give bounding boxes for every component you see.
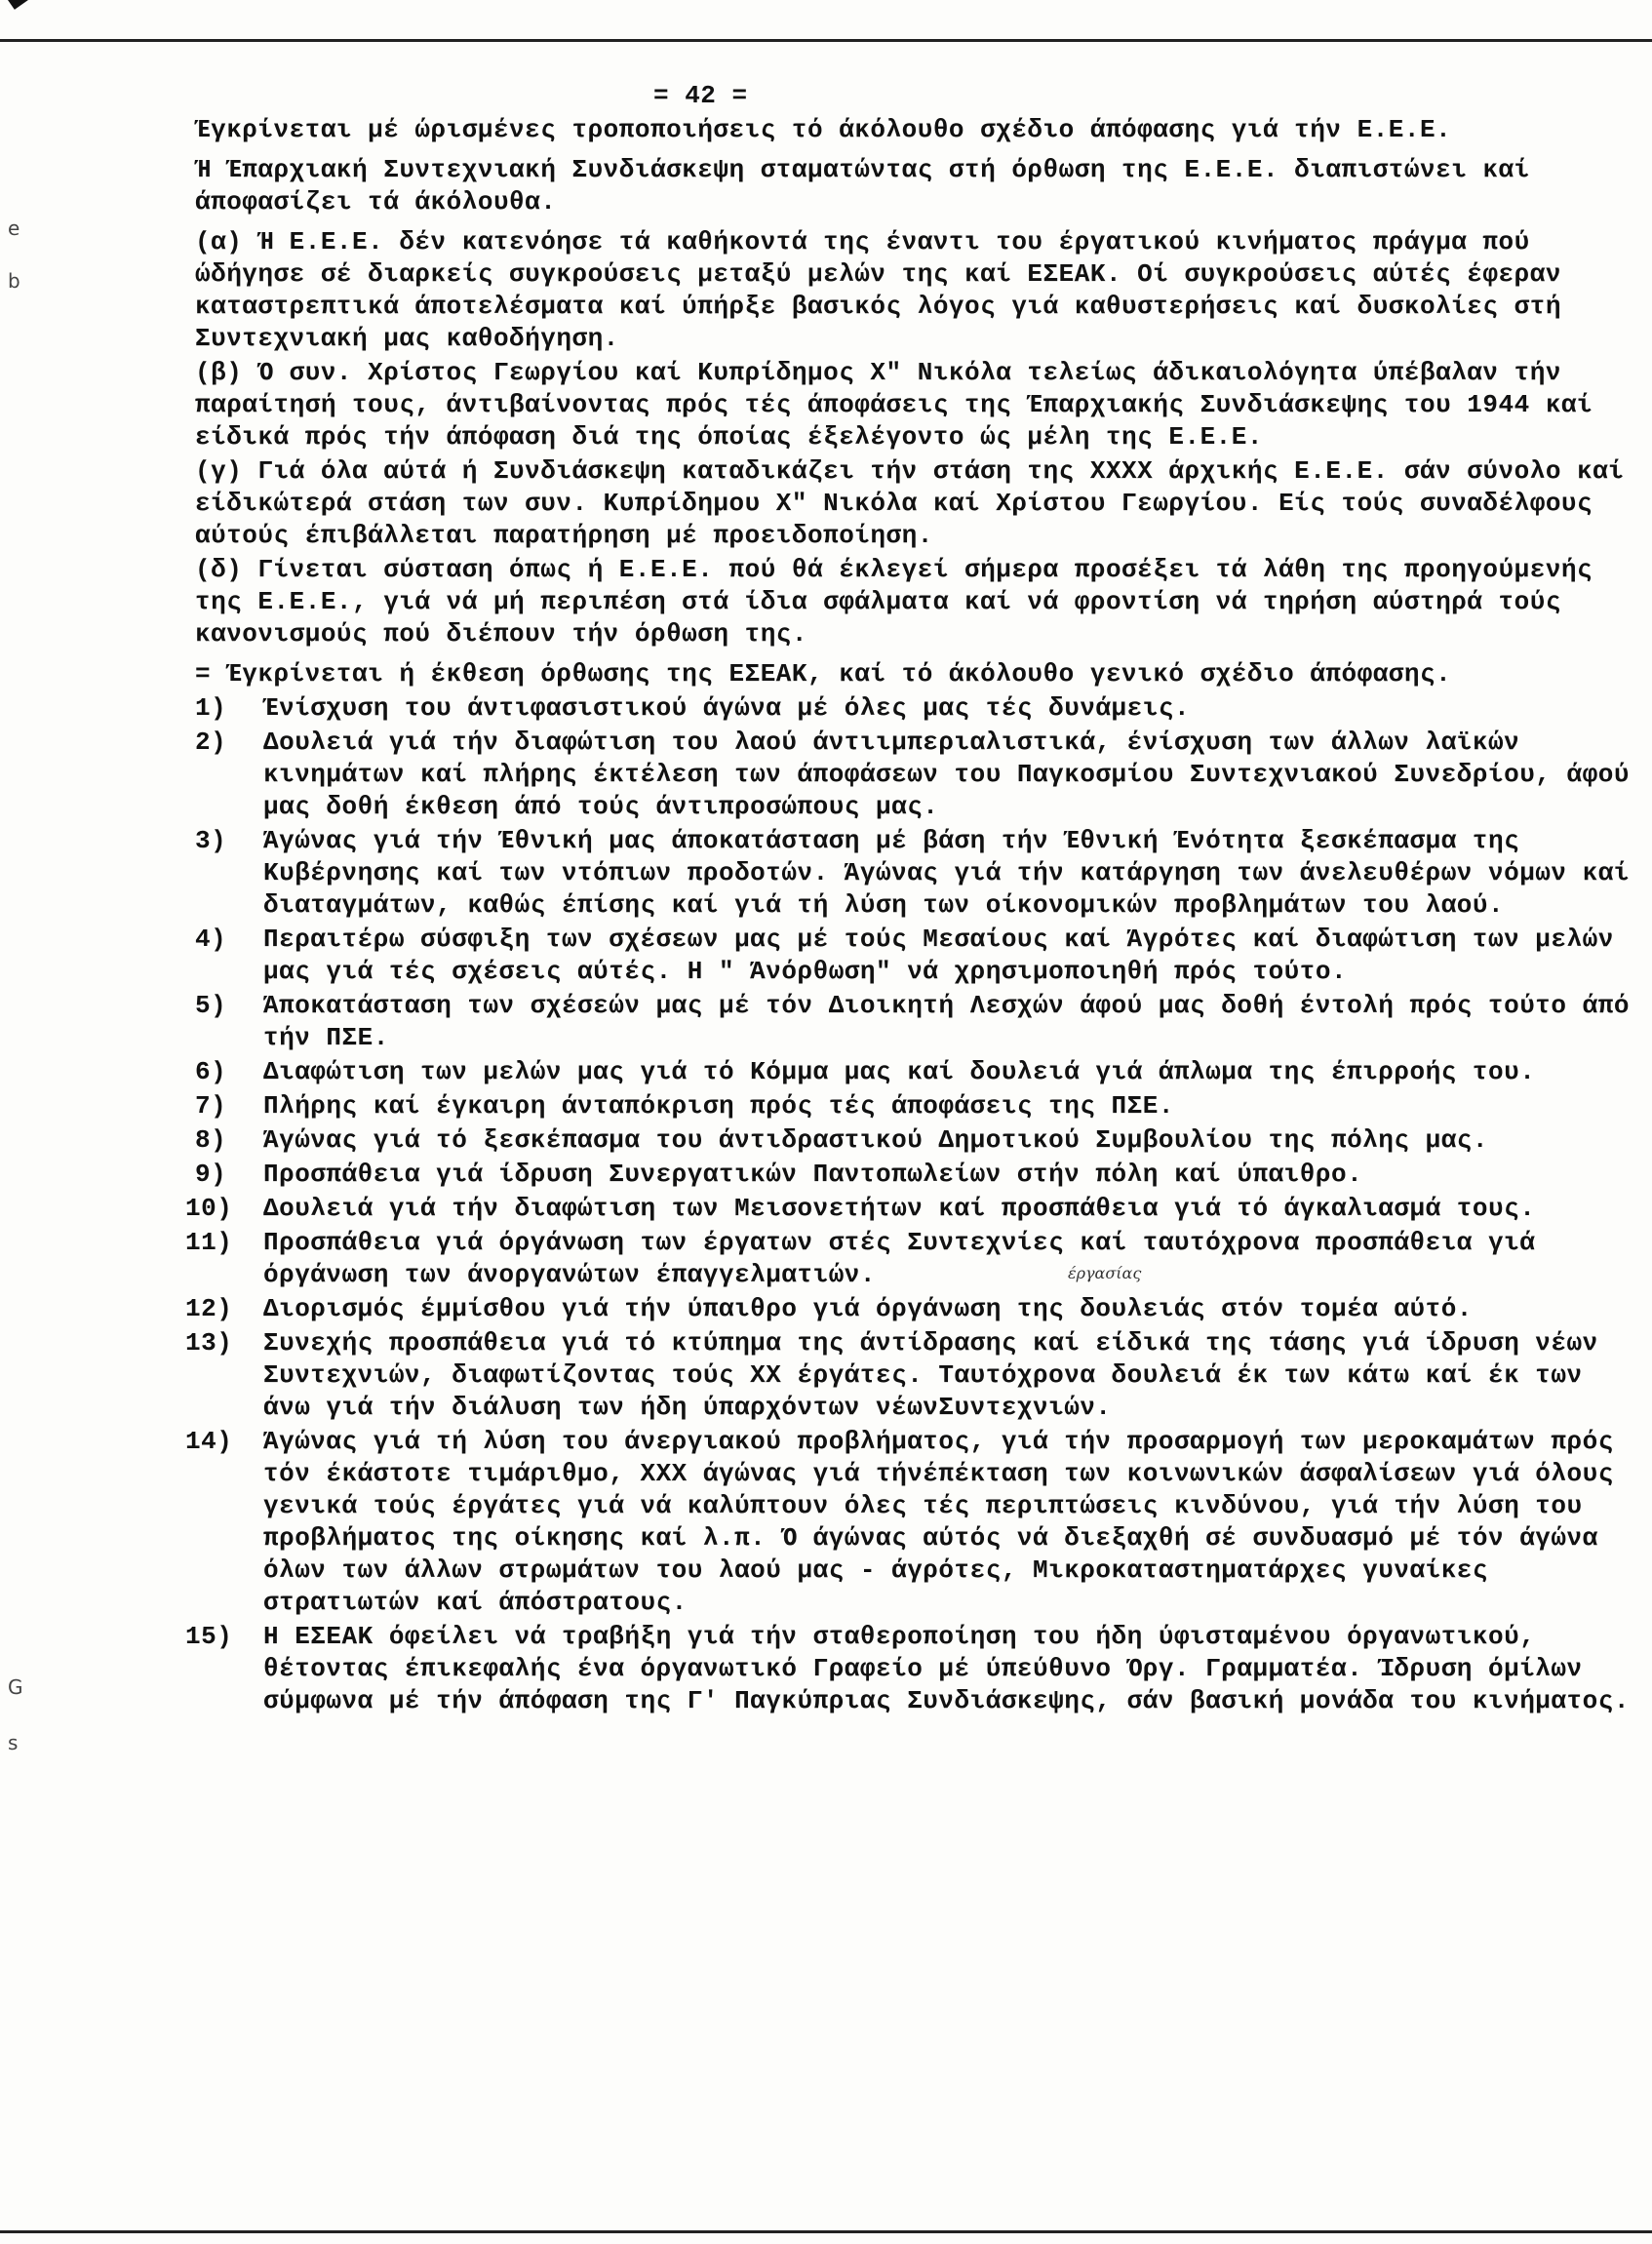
item-number: 10) <box>185 1194 233 1223</box>
approval-paragraph: = Έγκρίνεται ή έκθεση όρθωσης της ΕΣΕΑΚ, καί τό άκόλουθο γενικό σχέδιο άπόφασης. <box>195 659 1452 689</box>
list-item <box>185 1327 1638 1424</box>
item-text: Πλήρης καί έγκαιρη άνταπόκριση πρός τές άποφάσεις της ΠΣΕ. <box>263 1091 1174 1121</box>
item-number: 5) <box>195 991 227 1020</box>
item-text: Ένίσχυση του άντιφασιστικού άγώνα μέ όλες μας τές δυνάμεις. <box>263 693 1191 723</box>
list-item <box>185 1621 1638 1717</box>
item-number: 15) <box>185 1622 233 1651</box>
item-text: Περαιτέρω σύσφιξη των σχέσεων μας μέ τούς Μεσαίους καί Άγρότες καί διαφώτιση των μελών μας γιά τές σχέσεις αύτές. Η " Άνόρθωση" νά χρησιμοποιηθή πρός τούτο. <box>263 925 1630 986</box>
list-item <box>195 924 1638 988</box>
item-number: 4) <box>195 925 227 954</box>
margin-mark: b <box>8 269 20 293</box>
top-divider <box>0 39 1652 42</box>
list-item <box>195 1090 1638 1122</box>
point-b: (β) Ό συν. Χρίστος Γεωργίου καί Κυπρίδημος Χ" Νικόλα τελείως άδικαιολόγητα ύπέβαλαν τήν παραίτησή τους, άντιβαίνοντας πρός τές άποφάσεις της Έπαρχιακής Συνδιάσκεψης του 1944 καί είδικά πρός τήν άπόφαση διά της όποίας έξελέγοντο ώς μέλη της Ε.Ε.Ε. <box>195 358 1609 452</box>
item-text: Δουλειά γιά τήν διαφώτιση του λαού άντιιμπεριαλιστικά, ένίσχυση των άλλων λαϊκών κινημάτων καί πλήρης έκτέλεση των άποφάσεων του Παγκοσμίου Συντεχνιακού Συνεδρίου, άφού μας δοθή έκθεση άπό τούς άντιπροσώπους μας. <box>263 728 1646 821</box>
point-d: (δ) Γίνεται σύσταση όπως ή Ε.Ε.Ε. πού θά έκλεγεί σήμερα προσέξει τά λάθη της προηγούμενής της Ε.Ε.Ε., γιά νά μή περιπέση στά ίδια σφάλματα καί νά φροντίση νά τηρήση αύστηρά τούς κανονισμούς πού διέπουν τήν όρθωση της. <box>195 555 1609 649</box>
item-number: 14) <box>185 1427 233 1456</box>
resolution-title: Ή Έπαρχιακή Συντεχνιακή Συνδιάσκεψη σταματώντας στή όρθωση της Ε.Ε.Ε. διαπιστώνει καί άποφασίζει τά άκόλουθα. <box>195 155 1546 217</box>
item-text: Δουλειά γιά τήν διαφώτιση των Μεισονετήτων καί προσπάθεια γιά τό άγκαλιασμά τους. <box>263 1194 1536 1223</box>
point-a: (α) Ή Ε.Ε.Ε. δέν κατενόησε τά καθήκοντά της έναντι του έργατικού κινήματος πράγμα πού ώδήγησε σέ διαρκείς συγκρούσεις μεταξύ μελών της καί ΕΣΕΑΚ. Οί συγκρούσεις αύτές έφεραν καταστρεπτικά άποτελέσματα καί ύπήρξε βασικός λόγος γιά καθυστερήσεις καί δυσκολίες στή Συντεχνιακή μας καθοδήγηση. <box>195 227 1578 353</box>
item-number: 11) <box>185 1228 233 1257</box>
corner-mark <box>8 0 62 10</box>
item-text: Η ΕΣΕΑΚ όφείλει νά τραβήξη γιά τήν σταθεροποίηση του ήδη ύφισταμένου όργανωτικού, θέτοντας έπικεφαλής ένα όργανωτικό Γραφείο μέ ύπεύθυνο Όργ. Γραμματέα. Ίδρυση όμίλων σύμφωνα μέ τήν άπόφαση της Γ' Παγκύπριας Συνδιάσκεψης, σάν βασική μονάδα του κινήματος. <box>263 1622 1630 1715</box>
item-text: Συνεχής προσπάθεια γιά τό κτύπημα της άντίδρασης καί είδικά της τάσης γιά ίδρυση νέων Συντεχνιών, διαφωτίζοντας τούς ΧΧ έργάτες. Ταυτόχρονα δουλειά έκ των κάτω καί έκ των άνω γιά τήν διάλυση των ήδη ύπαρχόντων νέωνΣυντεχνιών. <box>263 1328 1614 1422</box>
item-number: 12) <box>185 1294 233 1323</box>
item-number: 3) <box>195 826 227 855</box>
list-item <box>195 692 1638 725</box>
item-text: Άποκατάσταση των σχέσεών μας μέ τόν Διοικητή Λεσχών άφού μας δοθή έντολή πρός τούτο άπό τήν ΠΣΕ. <box>263 991 1646 1052</box>
item-number: 1) <box>195 693 227 723</box>
list-item <box>185 1227 1638 1291</box>
intro-paragraph: Έγκρίνεται μέ ώρισμένες τροποποιήσεις τό άκόλουθο σχέδιο άπόφασης γιά τήν Ε.Ε.Ε. <box>195 115 1452 144</box>
list-item <box>195 990 1646 1054</box>
margin-mark: G <box>8 1675 23 1699</box>
item-text: Προσπάθεια γιά όργάνωση των έργατων στές Συντεχνίες καί ταυτόχρονα προσπάθεια γιά όργάνωση των άνοργανώτων έπαγγελματιών. <box>263 1228 1552 1289</box>
margin-mark: s <box>8 1731 19 1754</box>
list-item <box>185 1193 1638 1225</box>
item-text: Άγώνας γιά τή λύση του άνεργιακού προβλήματος, γιά τήν προσαρμογή των μεροκαμάτων πρός τόν έκάστοτε τιμάριθμο, ΧΧΧ άγώνας γιά τήνέπέκταση των κοινωνικών άσφαλίσεων γιά όλους γενικά τούς έργάτες γιά νά καλύπτουν όλες τές περιπτώσεις κινδύνου, γιά τήν λύση του προβλήματος της οίκησης καί λ.π. Ό άγώνας αύτός νά διεξαχθή σέ συνδυασμό μέ τόν άγώνα όλων των άλλων στρωμάτων του λαού μας - άγρότες, Μικροκαταστηματάρχες γυναίκες στρατιωτών καί άπόστρατους. <box>263 1427 1630 1617</box>
list-item <box>185 1293 1638 1325</box>
item-text: Άγώνας γιά τό ξεσκέπασμα του άντιδραστικού Δημοτικού Συμβουλίου της πόλης μας. <box>263 1125 1488 1155</box>
item-text: Διορισμός έμμίσθου γιά τήν ύπαιθρο γιά όργάνωση της δουλειάς στόν τομέα αύτό. <box>263 1294 1473 1323</box>
item-number: 7) <box>195 1091 227 1121</box>
list-item <box>185 1426 1638 1619</box>
page-number: = 42 = <box>653 81 748 110</box>
item-text: Διαφώτιση των μελών μας γιά τό Κόμμα μας καί δουλειά γιά άπλωμα της έπιρροής του. <box>263 1057 1536 1086</box>
bottom-divider <box>0 2230 1652 2233</box>
decision-list <box>185 692 1646 1717</box>
list-item <box>195 1056 1638 1088</box>
list-item <box>195 1159 1638 1191</box>
margin-mark: e <box>8 217 20 240</box>
document-body <box>185 80 1646 1719</box>
item-number: 9) <box>195 1160 227 1189</box>
item-number: 6) <box>195 1057 227 1086</box>
item-number: 8) <box>195 1125 227 1155</box>
list-item <box>195 825 1646 922</box>
item-text: Άγώνας γιά τήν Έθνική μας άποκατάσταση μέ βάση τήν Έθνική Ένότητα ξεσκέπασμα της Κυβέρνησης καί των ντόπιων προδοτών. Άγώνας γιά τήν κατάργηση των άνελευθέρων νόμων καί διαταγμάτων, καθώς έπίσης καί γιά τή λύση των οίκονομικών προβλημάτων του λαού. <box>263 826 1646 920</box>
item-number: 13) <box>185 1328 233 1358</box>
item-number: 2) <box>195 728 227 757</box>
point-c: (γ) Γιά όλα αύτά ή Συνδιάσκεψη καταδικάζει τήν στάση της ΧΧΧΧ άρχικής Ε.Ε.Ε. σάν σύνολο καί είδικώτερά στάση των συν. Κυπρίδημου Χ" Νικόλα καί Χρίστου Γεωργίου. Είς τούς συναδέλφους αύτούς έπιβάλλεται παρατήρηση μέ προειδοποίηση. <box>195 456 1640 550</box>
item-text: Προσπάθεια γιά ίδρυση Συνεργατικών Παντοπωλείων στήν πόλη καί ύπαιθρο. <box>263 1160 1363 1189</box>
list-item <box>195 1124 1638 1157</box>
handwritten-note: έργασίας <box>1068 1264 1142 1282</box>
list-item <box>195 727 1646 823</box>
